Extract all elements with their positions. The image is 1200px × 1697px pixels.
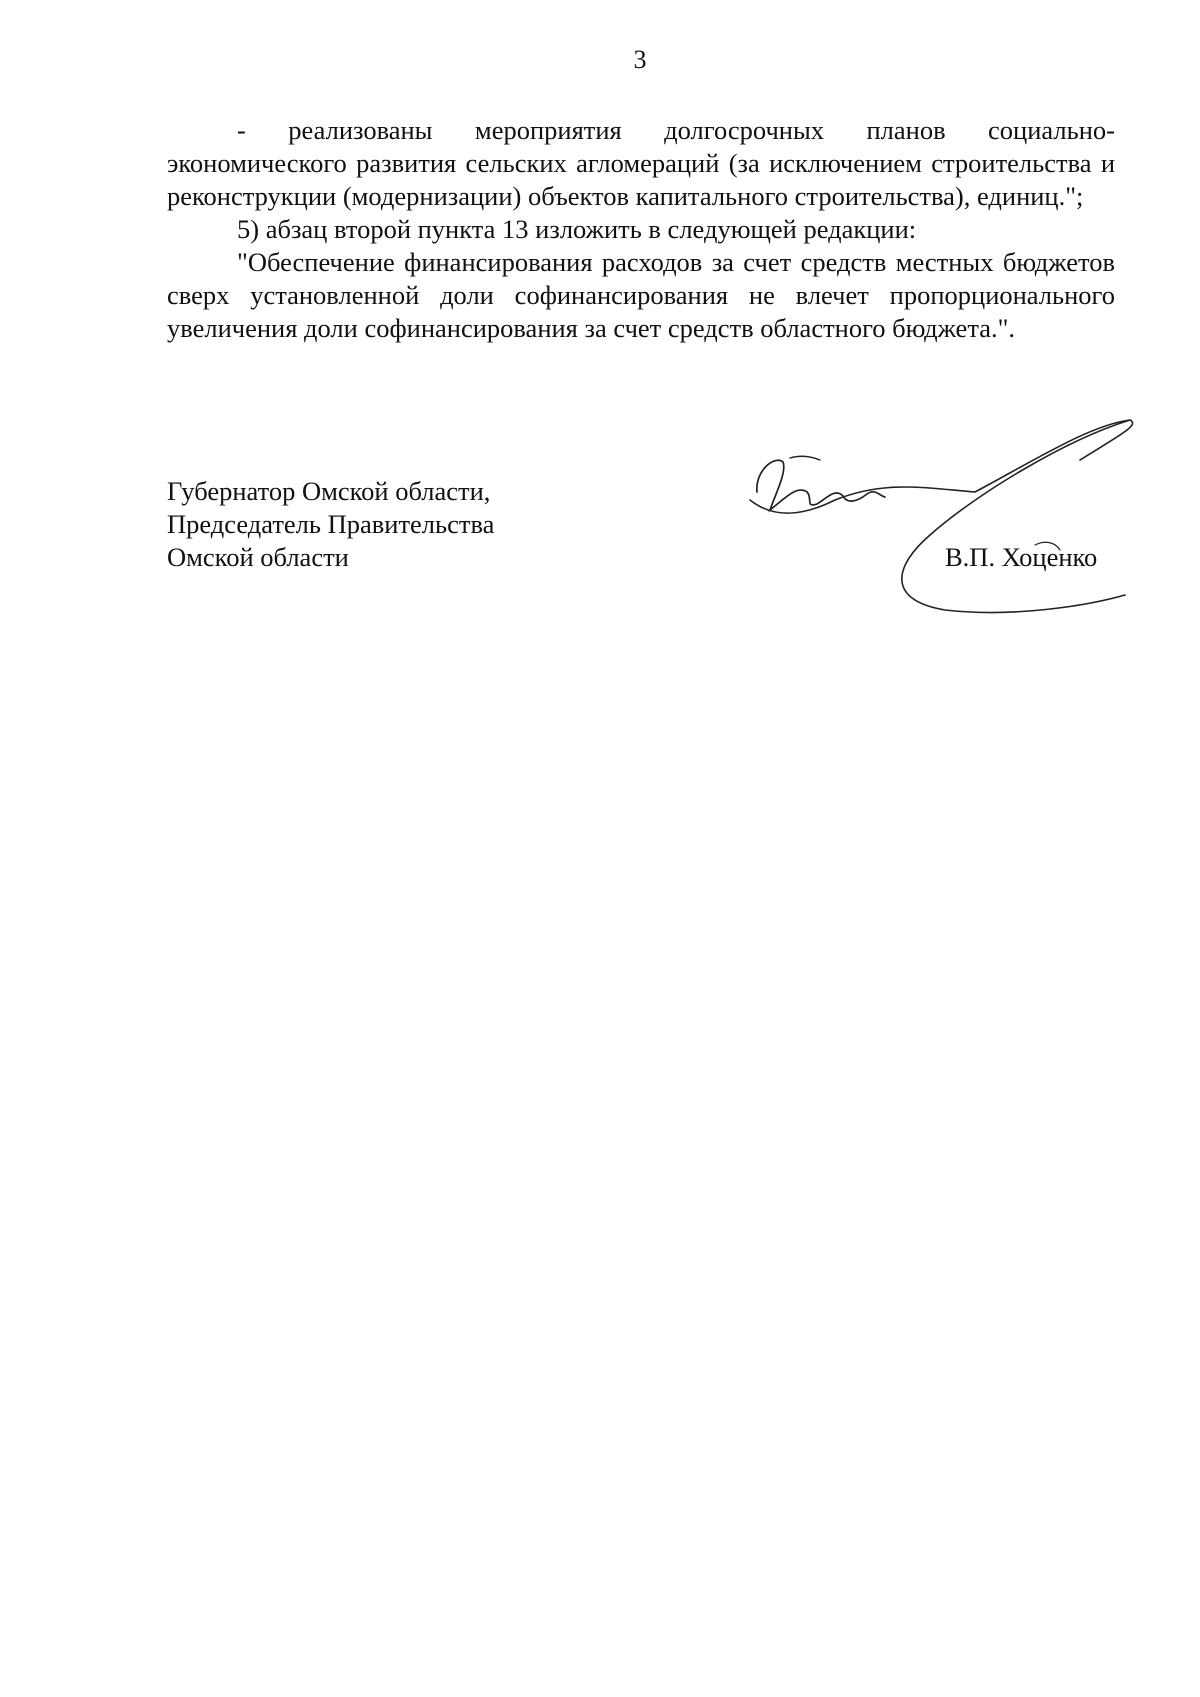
page-number: 3 (633, 45, 647, 74)
position-line: Губернатор Омской области, (167, 476, 491, 506)
paragraph-quoted-text: "Обеспечение финансирования расходов за счет средств местных бюджетов сверх установленной доли софинансирования не влечет пропорционального увеличения доли софинансирования за счет средств областного бюджета.". (167, 247, 1115, 343)
position-line: Омской области (167, 542, 349, 572)
signer-name: В.П. Хоценко (945, 542, 1098, 572)
paragraph-amendment: 5) абзац второй пункта 13 изложить в следующей редакции: (237, 214, 917, 244)
handwritten-signature-icon (735, 400, 1135, 620)
position-line: Председатель Правительства (167, 509, 495, 539)
paragraph-list-item: - реализованы мероприятия долгосрочных планов социально-экономического развития сельских агломераций (за исключением строительства и реконструкции (модернизации) объектов капитального строительства), единиц."; (167, 115, 1115, 211)
signatory-position (167, 475, 494, 574)
document-body (167, 114, 1115, 345)
